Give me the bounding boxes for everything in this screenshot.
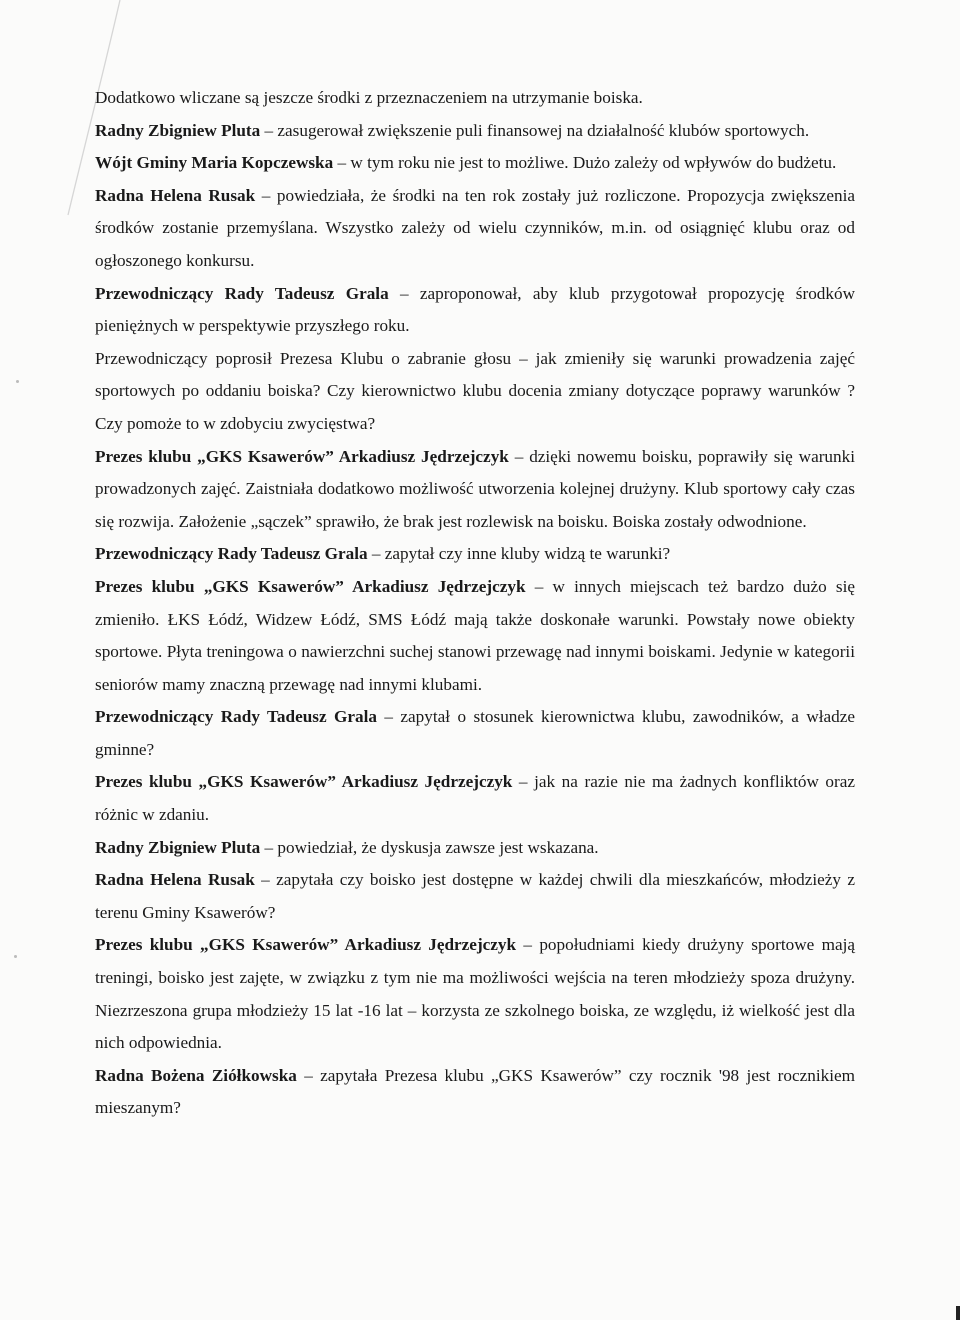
paragraph [95,929,855,1059]
paragraph [95,538,855,571]
speaker-name: Przewodniczący Rady Tadeusz Grala [95,707,377,727]
speaker-name: Prezes klubu „GKS Ksawerów” Arkadiusz Jędrzejczyk [95,935,517,955]
paragraph-text: – zapytała Prezesa klubu „GKS Ksawerów” czy rocznik '98 jest rocznikiem mieszanym? [95,1065,855,1118]
paragraph-text: – jak na razie nie ma żadnych konfliktów oraz różnic w zdaniu. [95,772,856,825]
speaker-name: Przewodniczący Rady Tadeusz Grala [95,283,389,303]
scan-speck [14,955,17,958]
speaker-name: Prezes klubu „GKS Ksawerów” Arkadiusz Jędrzejczyk [95,446,509,466]
paragraph-text: – powiedziała, że środki na ten rok zostały już rozliczone. Propozycja zwiększenia środków zostanie przemyślana. Wszystko zależy od wielu czynników, m.in. od osiągnięć klubu oraz od ogłoszonego konkursu. [95,185,855,270]
paragraph [95,832,855,865]
paragraph [95,115,855,148]
speaker-name: Radna Helena Rusak [95,185,256,205]
scan-speck [16,380,19,383]
speaker-name: Prezes klubu „GKS Ksawerów” Arkadiusz Jędrzejczyk [95,772,513,792]
speaker-name: Prezes klubu „GKS Ksawerów” Arkadiusz Jędrzejczyk [95,576,526,596]
paragraph-text: – zaproponował, aby klub przygotował propozycję środków pieniężnych w perspektywie przyszłego roku. [95,283,855,336]
paragraph-text: – zapytał czy inne kluby widzą te warunki? [367,544,671,564]
speaker-name: Radna Bożena Ziółkowska [95,1065,297,1085]
paragraph [95,147,855,180]
paragraph [95,441,855,539]
paragraph [95,82,855,115]
speaker-name: Radna Helena Rusak [95,870,255,890]
paragraph-text: – zapytał o stosunek kierownictwa klubu, zawodników, a władze gminne? [95,707,855,759]
speaker-name: Radny Zbigniew Pluta [95,837,261,857]
paragraph [95,343,855,441]
paragraph [95,864,855,929]
paragraph [95,180,855,278]
paragraph [95,1060,855,1125]
paragraph-text: – zapytała czy boisko jest dostępne w każdej chwili dla mieszkańców, młodzieży z terenu Gminy Ksawerów? [95,870,856,922]
speaker-name: Radny Zbigniew Pluta [95,120,261,140]
paragraph [95,571,855,701]
paragraph [95,701,855,766]
speaker-name: Wójt Gminy Maria Kopczewska [95,153,334,173]
paragraph-text: – zasugerował zwiększenie puli finansowej na działalność klubów sportowych. [260,120,810,140]
paragraph-text: Dodatkowo wliczane są jeszcze środki z przeznaczeniem na utrzymanie boiska. [95,88,643,107]
paragraph [95,278,855,343]
speaker-name: Przewodniczący Rady Tadeusz Grala [95,544,368,564]
paragraph-text: – w tym roku nie jest to możliwe. Dużo zależy od wpływów do budżetu. [333,153,837,173]
paragraph-text: Przewodniczący poprosił Prezesa Klubu o zabranie głosu – jak zmieniły się warunki prowadzenia zajęć sportowych po oddaniu boiska? Czy kierownictwo klubu docenia zmiany dotyczące poprawy warunków ? Czy pomoże to w zdobyciu zwycięstwa? [95,348,855,433]
scan-edge-mark [956,1306,960,1320]
paragraph-text: – popołudniami kiedy drużyny sportowe mają treningi, boisko jest zajęte, w związku z tym nie ma możliwości wejścia na teren młodzieży spoza drużyny. Niezrzeszona grupa młodzieży 15 lat -16 lat – korzysta ze szkolnego boiska, ze względu, iż wielkość jest dla nich odpowiednia. [95,935,855,1053]
minutes-text [95,82,855,1125]
paragraph-text: – dzięki nowemu boisku, poprawiły się warunki prowadzonych zajęć. Zaistniała dodatkowo możliwość utworzenia kolejnej drużyny. Klub sportowy cały czas się rozwija. Założenie „sączek” sprawiło, że brak jest rozlewisk na boisku. Boiska zostały odwodnione. [95,446,855,531]
paragraph [95,766,855,831]
paragraph-text: – powiedział, że dyskusja zawsze jest wskazana. [260,837,599,857]
paragraph-text: – w innych miejscach też bardzo dużo się zmieniło. ŁKS Łódź, Widzew Łódź, SMS Łódź mają także doskonałe warunki. Powstały nowe obiekty sportowe. Płyta treningowa o nawierzchni suchej stanowi przewagę nad innymi boiskami. Jedynie w kategorii seniorów mamy znaczną przewagę nad innymi klubami. [95,576,855,694]
